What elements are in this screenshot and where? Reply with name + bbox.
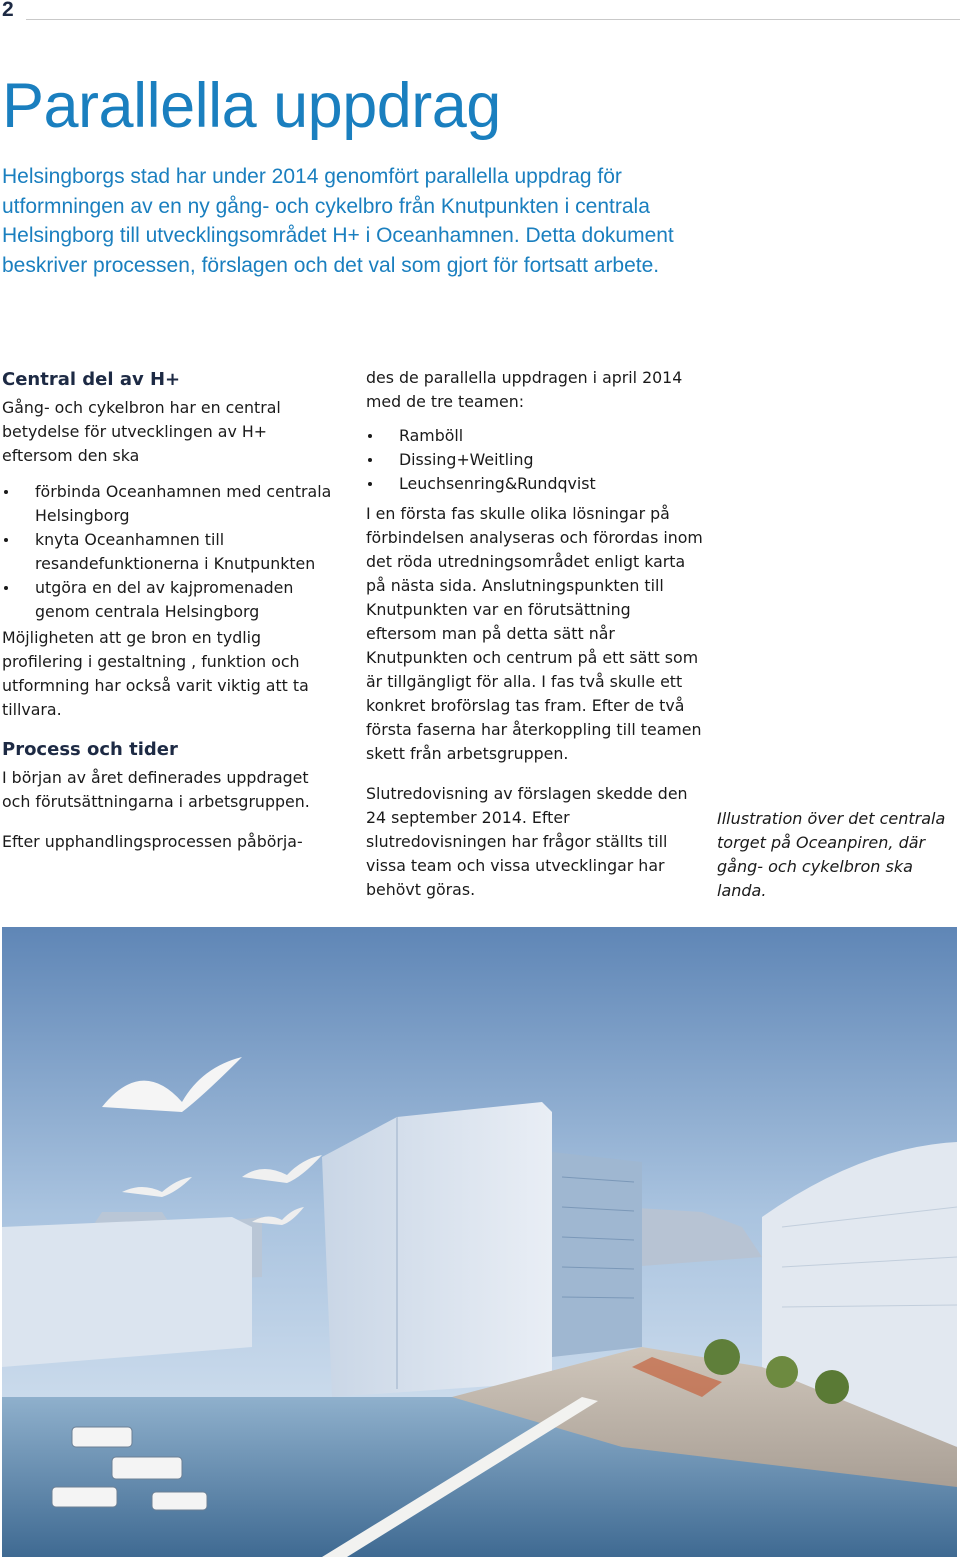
section-heading-central: Central del av H+ bbox=[2, 369, 181, 390]
intro-paragraph: Helsingborgs stad har under 2014 genomfört parallella uppdrag för utformningen av en ny gång- och cykelbro från Knutpunkten i centrala Helsingborg till utvecklingsområdet H+ i Oceanhamnen. Detta dokument beskriver processen, förslagen och det val som gjort för fortsatt arbete. bbox=[2, 165, 674, 277]
paragraph: Efter upphandlingsprocessen påbörja- bbox=[2, 832, 303, 851]
paragraph: I början av året definerades uppdraget och förutsättningarna i arbetsgruppen. bbox=[2, 768, 310, 811]
list-item: förbinda Oceanhamnen med centrala Helsingborg bbox=[2, 480, 340, 528]
bullet-list bbox=[2, 480, 340, 624]
list-item: Dissing+Weitling bbox=[366, 448, 706, 472]
left-column bbox=[2, 366, 340, 854]
team-list bbox=[366, 424, 706, 496]
paragraph: des de parallella uppdragen i april 2014 med de tre teamen: bbox=[366, 368, 683, 411]
paragraph: I en första fas skulle olika lösningar på förbindelsen analyseras och förordas inom det röda utredningsområdet enligt karta på nästa sida. Anslutningspunkten till Knutpunkten var en förutsättning eftersom man på detta sätt når Knutpunkten och centrum på ett sätt som är tillgängligt för alla. I fas två skulle ett konkret broförslag tas fram. Efter de två första faserna har återkoppling till teamen skett från arbetsgruppen. bbox=[366, 504, 703, 763]
harbour-illustration bbox=[2, 927, 957, 1557]
middle-column bbox=[366, 366, 706, 902]
list-item: knyta Oceanhamnen till resandefunktionerna i Knutpunkten bbox=[2, 528, 340, 576]
paragraph: Slutredovisning av förslagen skedde den 24 september 2014. Efter slutredovisningen har frågor ställts till vissa team och vissa utvecklingar har behövt göras. bbox=[366, 784, 688, 899]
page-header bbox=[0, 0, 960, 20]
list-item: Ramböll bbox=[366, 424, 706, 448]
list-item: Leuchsenring&Rundqvist bbox=[366, 472, 706, 496]
paragraph: Möjligheten att ge bron en tydlig profilering i gestaltning , funktion och utformning har också varit viktig att ta tillvara. bbox=[2, 628, 309, 719]
page-title: Parallella uppdrag bbox=[2, 71, 501, 141]
paragraph: Gång- och cykelbron har en central betydelse för utvecklingen av H+ eftersom den ska bbox=[2, 398, 281, 465]
header-rule bbox=[26, 19, 960, 20]
image-caption: Illustration över det centrala torget på Oceanpiren, där gång- och cykelbron ska landa. bbox=[717, 809, 946, 900]
page-number: 2 bbox=[2, 0, 14, 21]
section-heading-process: Process och tider bbox=[2, 739, 178, 760]
list-item: utgöra en del av kajpromenaden genom centrala Helsingborg bbox=[2, 576, 340, 624]
illustration-image bbox=[2, 927, 957, 1557]
